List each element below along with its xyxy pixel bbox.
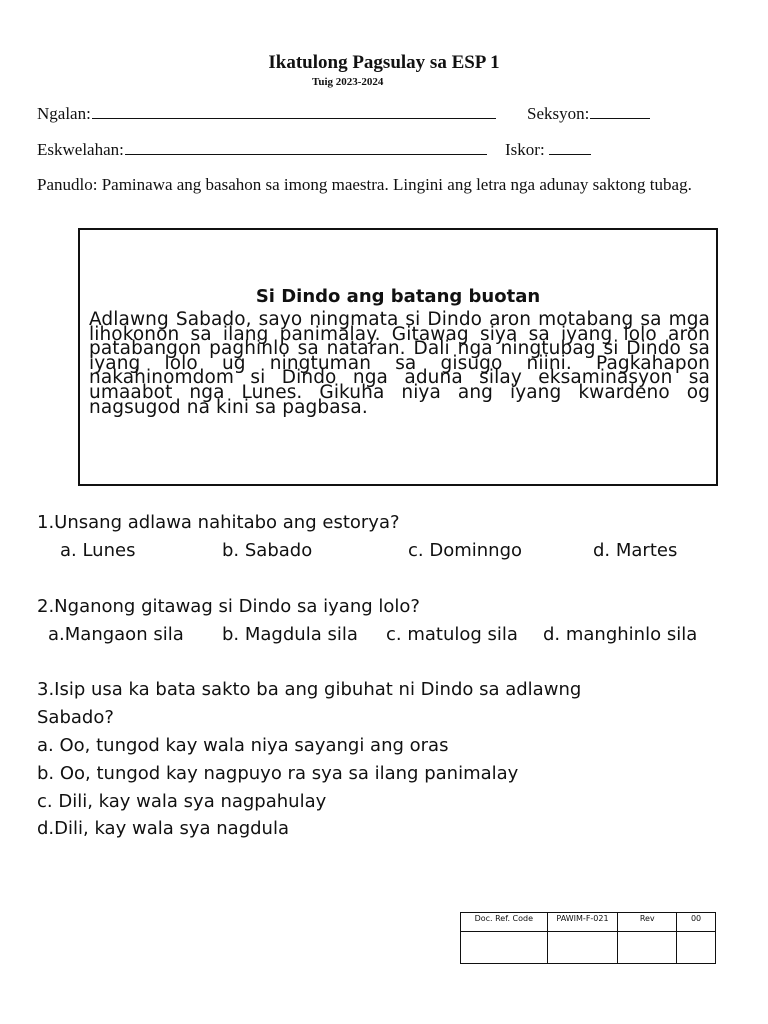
instructions: Panudlo: Paminawa ang basahon sa imong maestra. Lingini ang letra nga adunay saktong tubag. (37, 175, 692, 194)
story-title: Si Dindo ang batang buotan (255, 286, 541, 307)
school-blank[interactable] (125, 153, 487, 155)
q3-option-a[interactable]: a. Oo, tungod kay wala niya sayangi ang oras (37, 735, 449, 756)
q1-option-b[interactable]: b. Sabado (222, 540, 313, 561)
section-field[interactable] (527, 104, 650, 124)
question-1: 1.Unsang adlawa nahitabo ang estorya? (37, 512, 400, 533)
q3-option-b[interactable]: b. Oo, tungod kay nagpuyo ra sya sa ilang panimalay (37, 763, 519, 784)
section-blank[interactable] (590, 117, 650, 119)
score-label: Iskor: (505, 140, 545, 159)
doc-ref-cell (618, 932, 677, 964)
school-year: Tuig 2023-2024 (312, 76, 384, 88)
page-title: Ikatulong Pagsulay sa ESP 1 (268, 52, 500, 73)
q2-option-b[interactable]: b. Magdula sila (222, 624, 358, 645)
name-field[interactable] (37, 104, 496, 124)
question-2: 2.Nganong gitawag si Dindo sa iyang lolo? (37, 596, 420, 617)
q2-option-d[interactable]: d. manghinlo sila (543, 624, 698, 645)
q1-option-d[interactable]: d. Martes (593, 540, 678, 561)
doc-ref-table (460, 912, 716, 964)
school-field[interactable] (37, 140, 487, 160)
q2-option-a[interactable]: a.Mangaon sila (48, 624, 184, 645)
school-label: Eskwelahan: (37, 140, 124, 159)
name-blank[interactable] (92, 117, 496, 119)
doc-rev-value: 00 (677, 913, 716, 932)
q3-option-d[interactable]: d.Dili, kay wala sya nagdula (37, 818, 289, 839)
doc-rev-label: Rev (618, 913, 677, 932)
score-blank[interactable] (549, 153, 591, 155)
q1-option-c[interactable]: c. Dominngo (408, 540, 523, 561)
question-3-continued: Sabado? (37, 707, 114, 728)
name-label: Ngalan: (37, 104, 91, 123)
doc-ref-cell (677, 932, 716, 964)
q2-option-c[interactable]: c. matulog sila (386, 624, 518, 645)
doc-ref-code-label: Doc. Ref. Code (461, 913, 548, 932)
q1-option-a[interactable]: a. Lunes (60, 540, 136, 561)
doc-ref-code-value: PAWIM-F-021 (547, 913, 618, 932)
q3-option-c[interactable]: c. Dili, kay wala sya nagpahulay (37, 791, 327, 812)
section-label: Seksyon: (527, 104, 590, 123)
story-body: Adlawng Sabado, sayo ningmata si Dindo aron motabang sa mga lihokonon sa ilang panimalay. Gitawag siya sa iyang lolo aron patabangon paghinlo sa nataran. Dali nga ningtubag si Dindo sa iyang lolo ug ningtuman sa gisugo niini. Pagkahapon nakahinomdom si Dindo nga aduna silay eksaminasyon sa umaabot nga Lunes. Gikuha niya ang iyang kwardeno og nagsugod na kini sa pagbasa. (89, 309, 710, 418)
doc-ref-cell (461, 932, 548, 964)
doc-ref-cell (547, 932, 618, 964)
question-3: 3.Isip usa ka bata sakto ba ang gibuhat ni Dindo sa adlawng (37, 679, 582, 700)
score-field[interactable] (505, 140, 591, 160)
